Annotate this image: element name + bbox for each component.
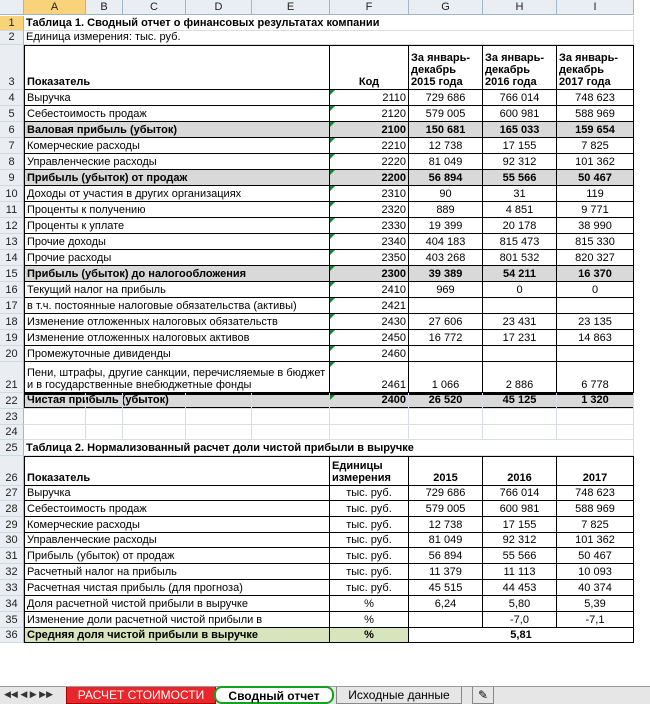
indicator-label[interactable]: Проценты к уплате	[24, 218, 330, 234]
cell-comment-marker	[330, 234, 335, 239]
code-cell[interactable]: 2110	[330, 90, 409, 106]
cell-comment-marker	[330, 362, 335, 367]
row-6	[24, 122, 650, 138]
value-2015[interactable]: 56 894	[409, 548, 483, 564]
row-27	[24, 486, 650, 501]
row-35	[24, 612, 650, 628]
empty-cell[interactable]	[24, 409, 86, 425]
cell-comment-marker	[330, 250, 335, 255]
row-header-3[interactable]: 3	[0, 45, 24, 90]
value-2017[interactable]	[557, 298, 634, 314]
value-2015[interactable]: 6,24	[409, 596, 483, 612]
header-2016[interactable]: За январь-декабрь 2016 года	[483, 45, 557, 90]
value-2016[interactable]: 54 211	[483, 266, 557, 282]
cell-comment-marker	[330, 122, 335, 127]
row-header-19[interactable]: 19	[0, 330, 24, 346]
value-2016[interactable]: 45 125	[483, 393, 557, 409]
indicator-label[interactable]: Себестоимость продаж	[24, 106, 330, 122]
value-2017[interactable]: 6 778	[557, 362, 634, 393]
value-2017[interactable]: 5,39	[557, 596, 634, 612]
value-2015[interactable]: 90	[409, 186, 483, 202]
sheet-tab-bar	[0, 686, 650, 704]
empty-cell[interactable]	[186, 425, 252, 440]
column-header-D[interactable]: D	[186, 0, 252, 15]
value-2016[interactable]: 17 155	[483, 138, 557, 154]
header-2015[interactable]: 2015	[409, 456, 483, 486]
empty-cell[interactable]	[123, 393, 186, 409]
code-cell[interactable]: 2430	[330, 314, 409, 330]
row-33	[24, 580, 650, 596]
empty-cell[interactable]	[409, 393, 483, 409]
row-header-17[interactable]: 17	[0, 298, 24, 314]
indicator-label[interactable]: Прибыль (убыток) от продаж	[24, 548, 330, 564]
row-header-10[interactable]: 10	[0, 186, 24, 202]
indicator-label[interactable]: Расчетная чистая прибыль (для прогноза)	[24, 580, 330, 596]
row-16	[24, 282, 650, 298]
empty-cell[interactable]	[123, 425, 186, 440]
value-2015[interactable]: 16 772	[409, 330, 483, 346]
row-15	[24, 266, 650, 282]
row-header-11[interactable]: 11	[0, 202, 24, 218]
row-header-12[interactable]: 12	[0, 218, 24, 234]
unit-cell[interactable]: %	[330, 596, 409, 612]
value-2016[interactable]	[483, 346, 557, 362]
tab-svodny-otchet[interactable]: Сводный отчет	[214, 686, 334, 704]
value-2016[interactable]: 801 532	[483, 250, 557, 266]
value-2017[interactable]	[557, 346, 634, 362]
row-20	[24, 346, 650, 362]
row-header-15[interactable]: 15	[0, 266, 24, 282]
value-2015[interactable]: 39 389	[409, 266, 483, 282]
indicator-label[interactable]: Выручка	[24, 90, 330, 106]
row-header-2[interactable]: 2	[0, 31, 24, 45]
row-21	[24, 362, 650, 393]
value-2015[interactable]: 579 005	[409, 106, 483, 122]
column-header-B[interactable]: B	[86, 0, 123, 15]
value-2015[interactable]: 404 183	[409, 234, 483, 250]
row-header-18[interactable]: 18	[0, 314, 24, 330]
value-2016[interactable]: 2 886	[483, 362, 557, 393]
indicator-label[interactable]: Изменение отложенных налоговых обязательств	[24, 314, 330, 330]
value-2017[interactable]: 9 771	[557, 202, 634, 218]
row-12	[24, 218, 650, 234]
avg-share-value[interactable]: 5,81	[409, 628, 634, 643]
avg-share-label[interactable]: Средняя доля чистой прибыли в выручке	[24, 628, 330, 643]
empty-cell[interactable]	[24, 393, 86, 409]
value-2015[interactable]: 579 005	[409, 501, 483, 517]
value-2016[interactable]: 92 312	[483, 154, 557, 170]
row-8	[24, 154, 650, 170]
value-2017[interactable]: 40 374	[557, 580, 634, 596]
row-header-4[interactable]: 4	[0, 90, 24, 106]
value-2017[interactable]: 38 990	[557, 218, 634, 234]
column-header-A[interactable]: A	[24, 0, 86, 15]
value-2015[interactable]: 11 379	[409, 564, 483, 580]
row-header-8[interactable]: 8	[0, 154, 24, 170]
code-cell[interactable]: 2460	[330, 346, 409, 362]
cell-comment-marker	[330, 202, 335, 207]
value-2017[interactable]: 588 969	[557, 501, 634, 517]
avg-unit[interactable]: %	[330, 628, 409, 643]
value-2015[interactable]: 403 268	[409, 250, 483, 266]
indicator-label[interactable]: Текущий налог на прибыль	[24, 282, 330, 298]
row-header-22[interactable]: 22	[0, 393, 24, 409]
unit-cell[interactable]: тыс. руб.	[330, 564, 409, 580]
column-header-H[interactable]: H	[483, 0, 557, 15]
value-2016[interactable]: 766 014	[483, 90, 557, 106]
tab-rascet-stoimosti[interactable]: РАСЧЕТ СТОИМОСТИ	[66, 687, 216, 704]
value-2017[interactable]: 50 467	[557, 170, 634, 186]
header-2017[interactable]: За январь-декабрь 2017 года	[557, 45, 634, 90]
value-2015[interactable]: 81 049	[409, 154, 483, 170]
row-7	[24, 138, 650, 154]
indicator-label[interactable]: Выручка	[24, 486, 330, 501]
value-2015[interactable]	[409, 346, 483, 362]
value-2017[interactable]: 119	[557, 186, 634, 202]
row-19	[24, 330, 650, 346]
row-header-1[interactable]: 1	[0, 16, 24, 31]
empty-cell[interactable]	[123, 409, 186, 425]
row-13	[24, 234, 650, 250]
row-header-35[interactable]: 35	[0, 612, 24, 628]
empty-cell[interactable]	[330, 425, 409, 440]
cell-comment-marker	[330, 282, 335, 287]
indicator-label[interactable]: Доходы от участия в других организациях	[24, 186, 330, 202]
empty-cell[interactable]	[483, 425, 557, 440]
value-2015[interactable]	[409, 298, 483, 314]
value-2017[interactable]: 815 330	[557, 234, 634, 250]
header-2016[interactable]: 2016	[483, 456, 557, 486]
row-header-30[interactable]: 30	[0, 533, 24, 548]
indicator-label[interactable]: Промежуточные дивиденды	[24, 346, 330, 362]
row-header-36[interactable]: 36	[0, 628, 24, 643]
header-code[interactable]: Код	[330, 45, 409, 90]
row-header-9[interactable]: 9	[0, 170, 24, 186]
code-cell[interactable]: 2300	[330, 266, 409, 282]
row-header-13[interactable]: 13	[0, 234, 24, 250]
row-11	[24, 202, 650, 218]
code-cell[interactable]: 2400	[330, 393, 409, 409]
cell-comment-marker	[330, 218, 335, 223]
unit-cell[interactable]: тыс. руб.	[330, 501, 409, 517]
value-2016[interactable]: -7,0	[483, 612, 557, 628]
column-header-F[interactable]: F	[330, 0, 409, 15]
row-22	[24, 393, 650, 409]
value-2016[interactable]: 20 178	[483, 218, 557, 234]
value-2015[interactable]: 26 520	[409, 393, 483, 409]
row-30	[24, 533, 650, 548]
row-header-29[interactable]: 29	[0, 517, 24, 533]
row-header-14[interactable]: 14	[0, 250, 24, 266]
code-cell[interactable]: 2461	[330, 362, 409, 393]
row-17	[24, 298, 650, 314]
value-2016[interactable]: 766 014	[483, 486, 557, 501]
row-header-34[interactable]: 34	[0, 596, 24, 612]
indicator-label[interactable]: Комерческие расходы	[24, 517, 330, 533]
indicator-label[interactable]: Изменение доли расчетной чистой прибыли в	[24, 612, 330, 628]
header-indicator[interactable]: Показатель	[24, 45, 330, 90]
empty-cell[interactable]	[483, 393, 557, 409]
row-18	[24, 314, 650, 330]
empty-cell[interactable]	[409, 425, 483, 440]
value-2015[interactable]: 889	[409, 202, 483, 218]
value-2016[interactable]: 92 312	[483, 533, 557, 548]
value-2016[interactable]: 165 033	[483, 122, 557, 138]
header-2017[interactable]: 2017	[557, 456, 634, 486]
code-cell[interactable]: 2100	[330, 122, 409, 138]
code-cell[interactable]: 2210	[330, 138, 409, 154]
column-header-G[interactable]: G	[409, 0, 483, 15]
row-4	[24, 90, 650, 106]
value-2015[interactable]: 12 738	[409, 517, 483, 533]
cell-comment-marker	[330, 154, 335, 159]
value-2017[interactable]: 50 467	[557, 548, 634, 564]
row-header-26[interactable]: 26	[0, 456, 24, 486]
empty-cell[interactable]	[24, 425, 86, 440]
row-10	[24, 186, 650, 202]
code-cell[interactable]: 2350	[330, 250, 409, 266]
cell-comment-marker	[330, 346, 335, 351]
empty-cell[interactable]	[557, 409, 634, 425]
row-header-28[interactable]: 28	[0, 501, 24, 517]
indicator-label[interactable]: Прибыль (убыток) от продаж	[24, 170, 330, 186]
row-header-21[interactable]: 21	[0, 362, 24, 393]
indicator-label[interactable]: Комерческие расходы	[24, 138, 330, 154]
code-cell[interactable]: 2120	[330, 106, 409, 122]
value-2017[interactable]: 7 825	[557, 517, 634, 533]
row-header-31[interactable]: 31	[0, 548, 24, 564]
row-header-5[interactable]: 5	[0, 106, 24, 122]
indicator-label[interactable]: Изменение отложенных налоговых активов	[24, 330, 330, 346]
code-cell[interactable]: 2330	[330, 218, 409, 234]
value-2016[interactable]: 44 453	[483, 580, 557, 596]
indicator-label[interactable]: Расчетный налог на прибыль	[24, 564, 330, 580]
indicator-label[interactable]: в т.ч. постоянные налоговые обязательства (активы)	[24, 298, 330, 314]
value-2017[interactable]: 1 320	[557, 393, 634, 409]
value-2016[interactable]: 17 231	[483, 330, 557, 346]
row-5	[24, 106, 650, 122]
row-header-7[interactable]: 7	[0, 138, 24, 154]
tab-ishodnye-dannye[interactable]: Исходные данные	[336, 687, 462, 704]
row-24	[24, 425, 650, 440]
row-header-16[interactable]: 16	[0, 282, 24, 298]
indicator-label[interactable]: Управленческие расходы	[24, 533, 330, 548]
value-2017[interactable]: 0	[557, 282, 634, 298]
value-2017[interactable]: 23 135	[557, 314, 634, 330]
value-2016[interactable]: 55 566	[483, 170, 557, 186]
indicator-label[interactable]: Управленческие расходы	[24, 154, 330, 170]
indicator-label[interactable]: Себестоимость продаж	[24, 501, 330, 517]
row-28	[24, 501, 650, 517]
value-2016[interactable]	[483, 298, 557, 314]
value-2016[interactable]: 815 473	[483, 234, 557, 250]
value-2016[interactable]: 5,80	[483, 596, 557, 612]
row-header-6[interactable]: 6	[0, 122, 24, 138]
column-header-I[interactable]: I	[557, 0, 634, 15]
row-header-20[interactable]: 20	[0, 346, 24, 362]
code-cell[interactable]: 2320	[330, 202, 409, 218]
row-3	[24, 45, 650, 90]
value-2015[interactable]: 729 686	[409, 90, 483, 106]
code-cell[interactable]: 2310	[330, 186, 409, 202]
cell-comment-marker	[330, 106, 335, 111]
code-cell[interactable]: 2421	[330, 298, 409, 314]
empty-cell[interactable]	[252, 425, 330, 440]
row-23	[24, 409, 650, 425]
unit-label[interactable]: Единица измерения: тыс. руб.	[24, 31, 634, 45]
table2-title[interactable]: Таблица 2. Нормализованный расчет доли чистой прибыли в выручке	[24, 440, 634, 456]
value-2017[interactable]: 10 093	[557, 564, 634, 580]
value-2017[interactable]: 7 825	[557, 138, 634, 154]
row-34	[24, 596, 650, 612]
new-sheet-icon[interactable]: ✎	[472, 687, 494, 704]
value-2017[interactable]: -7,1	[557, 612, 634, 628]
unit-cell[interactable]: %	[330, 612, 409, 628]
header-2015[interactable]: За январь-декабрь 2015 года	[409, 45, 483, 90]
empty-cell[interactable]	[557, 393, 634, 409]
row-32	[24, 564, 650, 580]
table1-title[interactable]: Таблица 1. Сводный отчет о финансовых результатах компании	[24, 16, 634, 31]
value-2016[interactable]: 600 981	[483, 501, 557, 517]
empty-cell[interactable]	[252, 409, 330, 425]
cell-comment-marker	[330, 314, 335, 319]
unit-cell[interactable]: тыс. руб.	[330, 517, 409, 533]
empty-cell[interactable]	[86, 409, 123, 425]
header-indicator[interactable]: Показатель	[24, 456, 330, 486]
indicator-label[interactable]: Доля расчетной чистой прибыли в выручке	[24, 596, 330, 612]
code-cell[interactable]: 2200	[330, 170, 409, 186]
row-header-32[interactable]: 32	[0, 564, 24, 580]
unit-cell[interactable]: тыс. руб.	[330, 486, 409, 501]
row-2	[24, 31, 650, 45]
empty-cell[interactable]	[186, 393, 252, 409]
cell-comment-marker	[330, 330, 335, 335]
empty-cell[interactable]	[252, 393, 330, 409]
code-cell[interactable]: 2220	[330, 154, 409, 170]
value-2017[interactable]: 588 969	[557, 106, 634, 122]
value-2015[interactable]: 969	[409, 282, 483, 298]
value-2016[interactable]: 23 431	[483, 314, 557, 330]
value-2016[interactable]: 17 155	[483, 517, 557, 533]
value-2017[interactable]: 16 370	[557, 266, 634, 282]
row-header-25[interactable]: 25	[0, 440, 24, 456]
value-2017[interactable]: 748 623	[557, 486, 634, 501]
value-2015[interactable]	[409, 612, 483, 628]
value-2016[interactable]: 11 113	[483, 564, 557, 580]
empty-cell[interactable]	[409, 409, 483, 425]
value-2016[interactable]: 4 851	[483, 202, 557, 218]
empty-cell[interactable]	[330, 393, 409, 409]
cell-comment-marker	[330, 186, 335, 191]
row-36	[24, 628, 650, 643]
cell-comment-marker	[330, 90, 335, 95]
value-2016[interactable]: 31	[483, 186, 557, 202]
row-header-24[interactable]: 24	[0, 425, 24, 440]
row-31	[24, 548, 650, 564]
value-2016[interactable]: 600 981	[483, 106, 557, 122]
row-9	[24, 170, 650, 186]
indicator-label[interactable]: Валовая прибыль (убыток)	[24, 122, 330, 138]
value-2015[interactable]: 45 515	[409, 580, 483, 596]
indicator-label[interactable]: Прочие доходы	[24, 234, 330, 250]
cell-comment-marker	[330, 138, 335, 143]
unit-cell[interactable]: тыс. руб.	[330, 548, 409, 564]
unit-cell[interactable]: тыс. руб.	[330, 580, 409, 596]
empty-cell[interactable]	[330, 409, 409, 425]
row-1	[24, 16, 650, 31]
value-2017[interactable]: 159 654	[557, 122, 634, 138]
cell-comment-marker	[330, 170, 335, 175]
value-2015[interactable]: 1 066	[409, 362, 483, 393]
indicator-label[interactable]: Прибыль (убыток) до налогообложения	[24, 266, 330, 282]
row-29	[24, 517, 650, 533]
select-all-corner[interactable]	[0, 0, 24, 15]
value-2015[interactable]: 150 681	[409, 122, 483, 138]
indicator-label[interactable]: Чистая прибыль (убыток)	[24, 393, 330, 409]
empty-cell[interactable]	[86, 393, 123, 409]
value-2017[interactable]: 101 362	[557, 154, 634, 170]
cell-comment-marker	[330, 266, 335, 271]
value-2015[interactable]: 12 738	[409, 138, 483, 154]
value-2016[interactable]: 0	[483, 282, 557, 298]
cell-comment-marker	[330, 298, 335, 303]
empty-cell[interactable]	[186, 409, 252, 425]
value-2015[interactable]: 27 606	[409, 314, 483, 330]
value-2015[interactable]: 729 686	[409, 486, 483, 501]
row-14	[24, 250, 650, 266]
indicator-label[interactable]: Прочие расходы	[24, 250, 330, 266]
column-header-C[interactable]: C	[123, 0, 186, 15]
value-2015[interactable]: 81 049	[409, 533, 483, 548]
empty-cell[interactable]	[86, 425, 123, 440]
value-2017[interactable]: 820 327	[557, 250, 634, 266]
unit-cell[interactable]: тыс. руб.	[330, 533, 409, 548]
code-cell[interactable]: 2410	[330, 282, 409, 298]
indicator-label[interactable]: Проценты к получению	[24, 202, 330, 218]
row-header-33[interactable]: 33	[0, 580, 24, 596]
value-2015[interactable]: 19 399	[409, 218, 483, 234]
empty-cell[interactable]	[483, 409, 557, 425]
sheet-nav-arrows[interactable]: ◀◀ ◀ ▶ ▶▶	[4, 689, 54, 699]
value-2017[interactable]: 14 863	[557, 330, 634, 346]
row-25	[24, 440, 650, 456]
code-cell[interactable]: 2450	[330, 330, 409, 346]
row-header-23[interactable]: 23	[0, 409, 24, 425]
value-2016[interactable]: 55 566	[483, 548, 557, 564]
empty-cell[interactable]	[557, 425, 634, 440]
header-unit[interactable]: Единицы измерения	[330, 456, 409, 486]
row-header-27[interactable]: 27	[0, 486, 24, 501]
row-26	[24, 456, 650, 486]
value-2017[interactable]: 101 362	[557, 533, 634, 548]
code-cell[interactable]: 2340	[330, 234, 409, 250]
value-2015[interactable]: 56 894	[409, 170, 483, 186]
indicator-label[interactable]: Пени, штрафы, другие санкции, перечисляемые в бюджет и в государственные внебюджетные фонды	[24, 362, 330, 393]
value-2017[interactable]: 748 623	[557, 90, 634, 106]
column-header-E[interactable]: E	[252, 0, 330, 15]
